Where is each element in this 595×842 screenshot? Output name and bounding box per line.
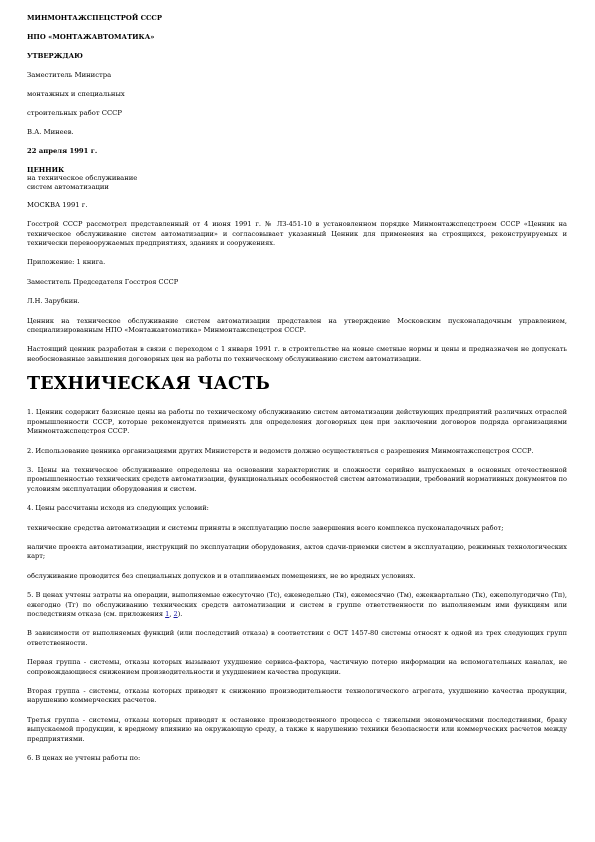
- tech-paragraph-12: Третья группа - системы, отказы которых приводят к остановке производственного процесса с тяжелыми экономическими последствиями, браку выпускаемой продукции, к вредному влиянию на окружающую среду, а также к нарушению техники безопасности или коммерческих расчетов между предприятиями.: [27, 715, 567, 743]
- tech-paragraph-8-text: 5. В ценах учтены затраты на операции, выполняемые ежесуточно (Тс), еженедельно (Тн), ежемесячно (Тм), ежеквартально (Тк), ежеполугодично (Тп), ежегодно (Тг) по обслуживанию технических средств автоматизации и систем в группе ответственности по выполняемым ими функциям или последствиям отказа (см. приложения: [27, 591, 567, 618]
- tech-paragraph-6: наличие проекта автоматизации, инструкций по эксплуатации оборудования, актов сдачи-приемки систем в эксплуатацию, режимных технологических карт;: [27, 542, 567, 561]
- deputy-line-2: монтажных и специальных: [27, 90, 125, 98]
- tech-paragraph-8: 5. В ценах учтены затраты на операции, выполняемые ежесуточно (Тс), еженедельно (Тн), ежемесячно (Тм), ежеквартально (Тк), ежеполугодично (Тп), ежегодно (Тг) по обслуживанию технических средств автоматизации и систем в группе ответственности по выполняемым ими функциям или последствиям отказа (см. приложения 1, 2).: [27, 591, 567, 618]
- signer-name: В.А. Минеев.: [27, 128, 74, 136]
- tech-paragraph-2: 2. Использование ценника организациями других Министерств и ведомств должно осуществляться с разрешения Минмонтажспецстроя СССР.: [27, 446, 534, 455]
- city-year: МОСКВА 1991 г.: [27, 201, 88, 210]
- appendix-2-link[interactable]: 2: [173, 609, 178, 618]
- tech-paragraph-4: 4. Цены рассчитаны исходя из следующих условий:: [27, 504, 209, 513]
- ministry-name: МИНМОНТАЖСПЕЦСТРОЙ СССР: [27, 14, 162, 22]
- intro-paragraph-5: Ценник на техническое обслуживание систем автоматизации представлен на утверждение Московским пусконаладочным управлением, специализированным НПО «Монтажавтоматика» Минмонтажспецстроя СССР.: [27, 316, 567, 335]
- approve-label: УТВЕРЖДАЮ: [27, 52, 83, 60]
- intro-paragraph-1: Госстрой СССР рассмотрел представленный от 4 июня 1991 г. № ЛЗ-451-10 в установленном порядке Минмонтажспецстроем СССР «Ценник на техническое обслуживание систем автоматизации» и согласовывает указанный Ценник для применения на строящихся, реконструируемых и технически перевооружаемых предприятиях, зданиях и сооружениях.: [27, 220, 567, 248]
- tech-paragraph-3: 3. Цены на техническое обслуживание определены на основании характеристик и сложности серийно выпускаемых в основных отечественной промышленностью технических средств автоматизации, функциональных особенностей систем автоматизации, требований нормативных документов по условиям эксплуатации оборудования и систем.: [27, 465, 567, 493]
- tech-paragraph-8-end: ).: [177, 609, 183, 618]
- tech-paragraph-1: 1. Ценник содержит базисные цены на работы по техническому обслуживанию систем автоматизации действующих предприятий различных отраслей промышленности СССР, которые рекомендуется применять для определения договорных цен при заключении договоров подряда организациями Минмонтажспецстроя СССР.: [27, 408, 567, 436]
- intro-paragraph-3: Заместитель Председателя Госстроя СССР: [27, 277, 179, 286]
- tech-paragraph-5: технические средства автоматизации и системы приняты в эксплуатацию после завершения всего комплекса пусконаладочных работ;: [27, 523, 504, 532]
- document-page: [27, 14, 567, 773]
- section-heading: ТЕХНИЧЕСКАЯ ЧАСТЬ: [27, 374, 270, 395]
- document-title: [27, 166, 567, 191]
- intro-paragraph-4: Л.Н. Зарубкин.: [27, 297, 80, 306]
- npo-name: НПО «МОНТАЖАВТОМАТИКА»: [27, 33, 155, 41]
- tech-paragraph-13: 6. В ценах не учтены работы по:: [27, 754, 141, 763]
- appendix-1-link[interactable]: 1: [165, 609, 170, 618]
- title-line-3: систем автоматизации: [27, 182, 109, 191]
- approval-date: 22 апреля 1991 г.: [27, 147, 98, 155]
- deputy-line-1: Заместитель Министра: [27, 71, 112, 79]
- title-line-1: ЦЕННИК: [27, 166, 65, 174]
- intro-paragraph-6: Настоящий ценник разработан в связи с переходом с 1 января 1991 г. в строительстве на новые сметные нормы и цены и предназначен не допускать необоснованные завышения договорных цен на работы по техническому обслуживанию систем автоматизации.: [27, 345, 567, 363]
- intro-paragraph-2: Приложение: 1 книга.: [27, 258, 106, 267]
- tech-paragraph-7: обслуживание проводится без специальных допусков и в отапливаемых помещениях, не во вредных условиях.: [27, 571, 416, 580]
- tech-paragraph-10: Первая группа - системы, отказы которых вызывают ухудшение сервиса-фактора, частичную потерю информации на вспомогательных каналах, не сопровождающиеся снижением производительности и ухудшением качества продукции.: [27, 658, 567, 676]
- tech-paragraph-11: Вторая группа - системы, отказы которых приводят к снижению производительности технологического агрегата, ухудшению качества продукции, нарушению коммерческих расчетов.: [27, 687, 567, 705]
- deputy-line-3: строительных работ СССР: [27, 109, 122, 117]
- tech-paragraph-9: В зависимости от выполняемых функций (или последствий отказа) в соответствии с ОСТ 1457-80 системы относят к одной из трех следующих групп ответственности.: [27, 629, 567, 647]
- title-line-2: на техническое обслуживание: [27, 174, 138, 183]
